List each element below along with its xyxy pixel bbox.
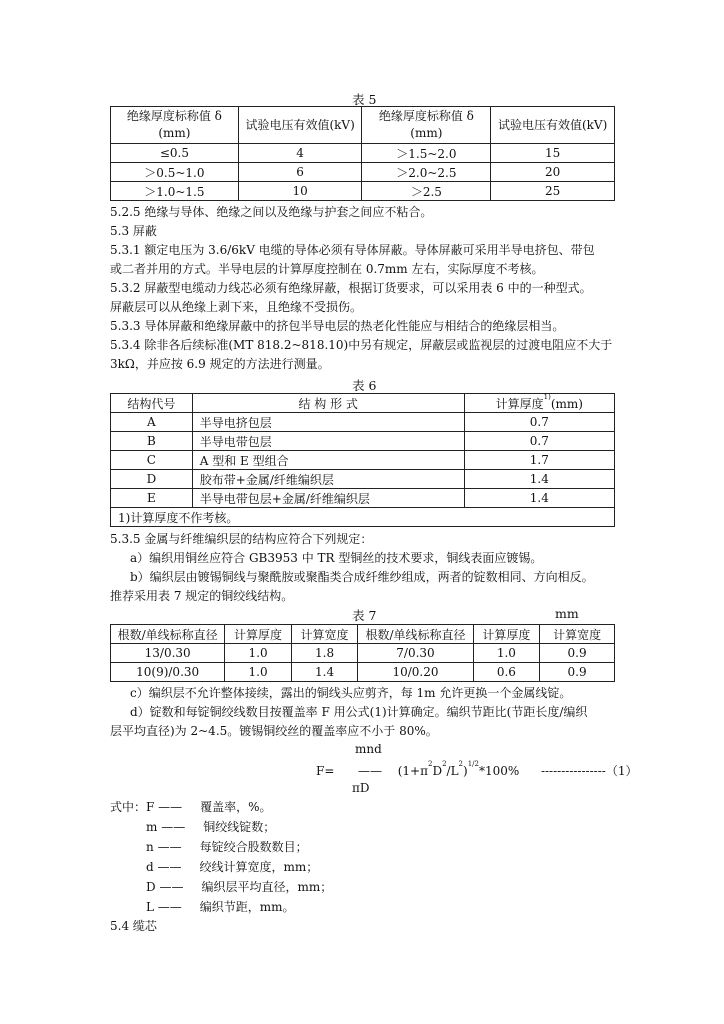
- paragraph-5-2-5: 5.2.5 绝缘与导体、绝缘之间以及绝缘与护套之间应不粘合。: [110, 205, 433, 219]
- table-cell: 1.7: [464, 451, 614, 470]
- definition-symbol: F: [146, 800, 155, 814]
- definition-symbol: n: [146, 840, 154, 854]
- table-cell: 6: [238, 163, 362, 182]
- section-heading-5-3: 5.3 屏蔽: [110, 224, 157, 238]
- definition-dash: ——: [157, 840, 182, 854]
- table-cell: 7/0.30: [358, 644, 473, 663]
- formula-fraction-bar: ——: [358, 764, 383, 778]
- table-cell: B: [111, 432, 193, 451]
- formula-numerator: mnd: [355, 742, 382, 756]
- definition-dash: ——: [157, 860, 182, 874]
- table7-caption: 表 7: [352, 608, 377, 623]
- definitions-intro: 式中：: [110, 800, 147, 814]
- table7-header-cell: 根数/单线标称直径: [358, 625, 473, 644]
- table-cell: 0.9: [540, 663, 615, 682]
- table5-header-row: [111, 107, 615, 144]
- table-cell: 1.4: [464, 470, 614, 489]
- formula-denominator: πD: [352, 781, 370, 795]
- table6-footnote-row: [111, 508, 615, 527]
- table-row: [111, 470, 615, 489]
- paragraph-item-c: c）编织层不允许整体接续，露出的铜线头应剪齐，每 1m 允许更换一个金属线锭。: [130, 686, 572, 700]
- table5: [110, 106, 615, 201]
- table-cell: 1.0: [473, 644, 540, 663]
- table-cell: ＞0.5~1.0: [111, 163, 239, 182]
- paragraph-item-d: d）锭数和每锭铜绞线数目按覆盖率 F 用公式(1)计算确定。编织节距比(节距长度/编织: [130, 705, 588, 719]
- table7-unit: mm: [555, 606, 579, 621]
- table-row: [111, 144, 615, 163]
- table-cell: 1.8: [291, 644, 358, 663]
- table-cell: 15: [491, 144, 615, 163]
- table-cell: 0.7: [464, 413, 614, 432]
- definition-symbol: D: [146, 880, 156, 894]
- table-row: [111, 163, 615, 182]
- table-cell: 20: [491, 163, 615, 182]
- definition-row: [110, 797, 332, 817]
- paragraph-5-3-2: 5.3.2 屏蔽型电缆动力线芯必须有绝缘屏蔽，根据订货要求，可以采用表 6 中的一种型式。: [110, 281, 592, 295]
- table7-header-cell: 计算厚度: [473, 625, 540, 644]
- table-cell: 半导电挤包层: [192, 413, 464, 432]
- table5-header-cell: 试验电压有效值(kV): [238, 107, 362, 144]
- paragraph-item-a: a）编织用铜丝应符合 GB3953 中 TR 型铜丝的技术要求，铜线表面应镀锡。: [130, 551, 543, 565]
- definitions-list: [110, 797, 332, 917]
- definition-text: 覆盖率，%。: [200, 800, 272, 814]
- definition-dash: ——: [158, 800, 183, 814]
- definition-text: 铜绞线锭数；: [203, 820, 276, 834]
- definition-row: [110, 837, 332, 857]
- formula-number: ----------------（1）: [540, 764, 638, 778]
- table5-header-cell: 绝缘厚度标称值 δ (mm): [111, 107, 239, 144]
- table6-header-cell: 结 构 形 式: [192, 394, 464, 413]
- table7-header-cell: 根数/单线标称直径: [111, 625, 225, 644]
- table-cell: 13/0.30: [111, 644, 225, 663]
- definition-text: 编织层平均直径，mm；: [201, 880, 333, 894]
- table-cell: ＞2.0~2.5: [362, 163, 491, 182]
- definition-symbol: m: [146, 820, 158, 834]
- table7: [110, 624, 615, 682]
- table-row: [111, 644, 615, 663]
- table6-footnote: 1)计算厚度不作考核。: [111, 508, 615, 527]
- table-cell: E: [111, 489, 193, 508]
- table-cell: 半导电带包层+金属/纤维编织层: [192, 489, 464, 508]
- formula-lhs: F=: [316, 764, 335, 778]
- table-cell: A: [111, 413, 193, 432]
- table6: [110, 393, 615, 527]
- table-row: [111, 182, 615, 201]
- table-cell: ≤0.5: [111, 144, 239, 163]
- table-cell: D: [111, 470, 193, 489]
- definition-text: 编织节距，mm。: [199, 900, 295, 914]
- table5-header-cell: 绝缘厚度标称值 δ (mm): [362, 107, 491, 144]
- table-cell: 1.0: [225, 644, 292, 663]
- table-cell: 0.6: [473, 663, 540, 682]
- paragraph-5-3-4-cont: 3kΩ，并应按 6.9 规定的方法进行测量。: [110, 357, 330, 371]
- definition-text: 每锭绞合股数数目；: [199, 840, 308, 854]
- table7-header-cell: 计算宽度: [291, 625, 358, 644]
- table-cell: 1.0: [225, 663, 292, 682]
- table5-caption: 表 5: [352, 92, 377, 107]
- paragraph-item-b: b）编织层由镀锡铜线与聚酰胺或聚酯类合成纤维纱组成，两者的锭数相同、方向相反。: [130, 570, 594, 584]
- paragraph-5-3-1-cont: 或二者并用的方式。半导电层的计算厚度控制在 0.7mm 左右，实际厚度不考核。: [110, 262, 544, 276]
- table-cell: 1.4: [291, 663, 358, 682]
- definition-text: 绞线计算宽度，mm；: [199, 860, 319, 874]
- paragraph-5-3-3: 5.3.3 导体屏蔽和绝缘屏蔽中的挤包半导电层的热老化性能应与相结合的绝缘层相当。: [110, 319, 565, 333]
- paragraph-item-d-cont: 层平均直径)为 2~4.5。镀锡铜绞丝的覆盖率应不小于 80%。: [110, 724, 438, 738]
- table-cell: A 型和 E 型组合: [192, 451, 464, 470]
- paragraph-5-3-4: 5.3.4 除非各后续标准(MT 818.2~818.10)中另有规定，屏蔽层或监视层的过渡电阻应不大于: [110, 338, 613, 352]
- table6-caption: 表 6: [352, 378, 377, 393]
- table-cell: ＞1.5~2.0: [362, 144, 491, 163]
- paragraph-5-3-1: 5.3.1 额定电压为 3.6/6kV 电缆的导体必须有导体屏蔽。导体屏蔽可采用半导电挤包、带包: [110, 243, 595, 257]
- formula-body: $(1+\pi^2D^2/L^2)^{1/2}*100\%$: [397, 760, 520, 778]
- table-row: [111, 489, 615, 508]
- table-row: [111, 451, 615, 470]
- table-cell: ＞1.0~1.5: [111, 182, 239, 201]
- definition-dash: ——: [159, 880, 184, 894]
- table-cell: 25: [491, 182, 615, 201]
- table-cell: 10: [238, 182, 362, 201]
- table5-header-cell: 试验电压有效值(kV): [491, 107, 615, 144]
- table-cell: 0.7: [464, 432, 614, 451]
- table-cell: 4: [238, 144, 362, 163]
- table-cell: 10(9)/0.30: [111, 663, 225, 682]
- table-row: [111, 663, 615, 682]
- formula-line: [316, 762, 637, 779]
- table-cell: 0.9: [540, 644, 615, 663]
- definition-dash: ——: [157, 900, 182, 914]
- table-cell: 10/0.20: [358, 663, 473, 682]
- definition-row: [110, 857, 332, 877]
- table-cell: 1.4: [464, 489, 614, 508]
- table6-header-row: [111, 394, 615, 413]
- definition-row: [110, 877, 332, 897]
- table-row: [111, 432, 615, 451]
- table7-header-cell: 计算厚度: [225, 625, 292, 644]
- paragraph-5-3-5: 5.3.5 金属与纤维编织层的结构应符合下列规定：: [110, 532, 373, 546]
- table6-header-cell: 结构代号: [111, 394, 193, 413]
- definition-dash: ——: [161, 820, 186, 834]
- definition-symbol: d: [146, 860, 154, 874]
- table-cell: 半导电带包层: [192, 432, 464, 451]
- table-cell: 胶布带+金属/纤维编织层: [192, 470, 464, 489]
- table7-header-row: [111, 625, 615, 644]
- definition-symbol: L: [146, 900, 154, 914]
- table-cell: ＞2.5: [362, 182, 491, 201]
- definition-row: [110, 897, 332, 917]
- table6-header-cell: 计算厚度$^{1)}$(mm): [464, 394, 614, 413]
- table-row: [111, 413, 615, 432]
- table-cell: C: [111, 451, 193, 470]
- paragraph-5-3-2-cont: 屏蔽层可以从绝缘上剥下来，且绝缘不受损伤。: [110, 300, 363, 314]
- section-heading-5-4: 5.4 缆芯: [110, 919, 157, 933]
- table7-header-cell: 计算宽度: [540, 625, 615, 644]
- paragraph-item-b-cont: 推荐采用表 7 规定的铜绞线结构。: [110, 589, 294, 603]
- definition-row: [110, 817, 332, 837]
